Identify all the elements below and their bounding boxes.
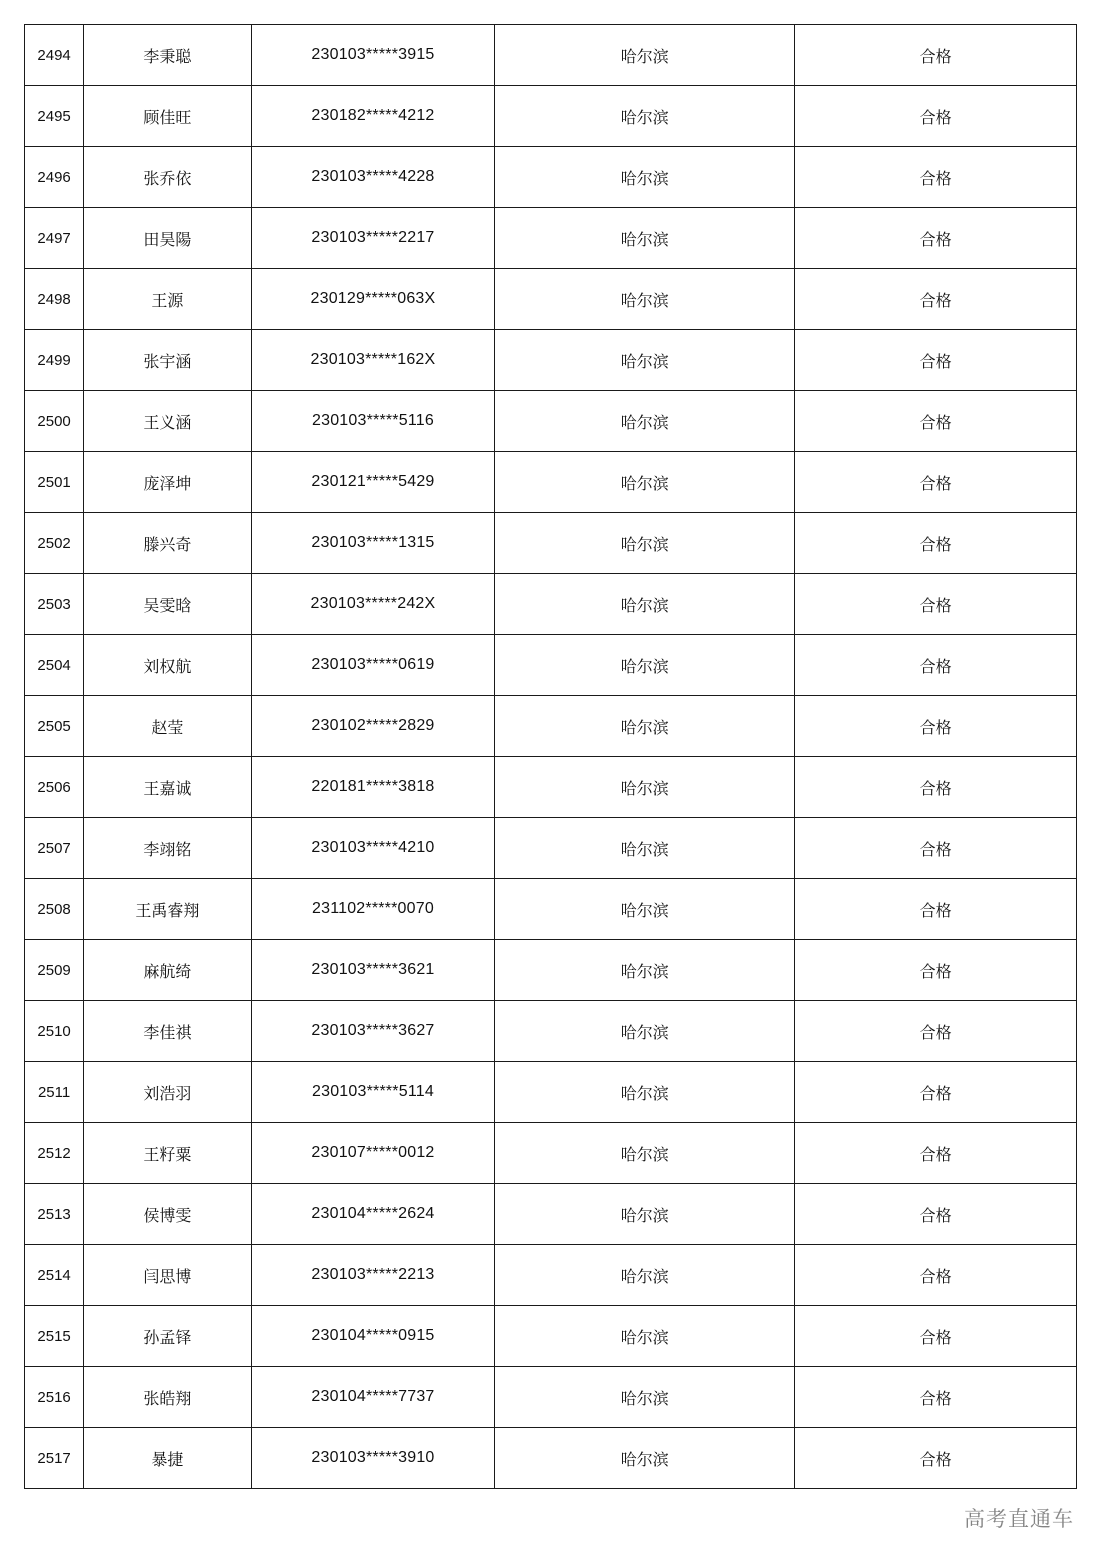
city: 哈尔滨 (495, 818, 795, 879)
id-number: 230103*****5114 (251, 1062, 495, 1123)
candidate-name: 闫思博 (84, 1245, 251, 1306)
table-row (25, 86, 1077, 147)
city: 哈尔滨 (495, 147, 795, 208)
id-number: 230103*****1315 (251, 513, 495, 574)
row-number: 2511 (25, 1062, 84, 1123)
row-number: 2517 (25, 1428, 84, 1489)
result: 合格 (795, 147, 1077, 208)
id-number: 230103*****0619 (251, 635, 495, 696)
table-row (25, 391, 1077, 452)
result: 合格 (795, 1123, 1077, 1184)
table-row (25, 879, 1077, 940)
row-number: 2509 (25, 940, 84, 1001)
result: 合格 (795, 452, 1077, 513)
city: 哈尔滨 (495, 513, 795, 574)
id-number: 230103*****3621 (251, 940, 495, 1001)
city: 哈尔滨 (495, 757, 795, 818)
city: 哈尔滨 (495, 1001, 795, 1062)
table-row (25, 1245, 1077, 1306)
city: 哈尔滨 (495, 452, 795, 513)
row-number: 2498 (25, 269, 84, 330)
id-number: 230103*****242X (251, 574, 495, 635)
id-number: 230103*****3627 (251, 1001, 495, 1062)
id-number: 230103*****4228 (251, 147, 495, 208)
candidate-name: 麻航绮 (84, 940, 251, 1001)
candidate-name: 田昊陽 (84, 208, 251, 269)
row-number: 2497 (25, 208, 84, 269)
result: 合格 (795, 574, 1077, 635)
table-row (25, 330, 1077, 391)
city: 哈尔滨 (495, 25, 795, 86)
city: 哈尔滨 (495, 1123, 795, 1184)
city: 哈尔滨 (495, 1062, 795, 1123)
row-number: 2499 (25, 330, 84, 391)
candidate-name: 刘权航 (84, 635, 251, 696)
row-number: 2513 (25, 1184, 84, 1245)
result: 合格 (795, 879, 1077, 940)
id-number: 220181*****3818 (251, 757, 495, 818)
id-number: 230103*****4210 (251, 818, 495, 879)
row-number: 2515 (25, 1306, 84, 1367)
city: 哈尔滨 (495, 635, 795, 696)
id-number: 230102*****2829 (251, 696, 495, 757)
table-row (25, 940, 1077, 1001)
row-number: 2512 (25, 1123, 84, 1184)
table-row (25, 757, 1077, 818)
table-row (25, 818, 1077, 879)
table-row (25, 1184, 1077, 1245)
id-number: 230103*****162X (251, 330, 495, 391)
table-row (25, 635, 1077, 696)
city: 哈尔滨 (495, 86, 795, 147)
result: 合格 (795, 1367, 1077, 1428)
row-number: 2501 (25, 452, 84, 513)
table-row (25, 1306, 1077, 1367)
row-number: 2504 (25, 635, 84, 696)
city: 哈尔滨 (495, 269, 795, 330)
table-row (25, 1123, 1077, 1184)
result: 合格 (795, 269, 1077, 330)
city: 哈尔滨 (495, 208, 795, 269)
row-number: 2508 (25, 879, 84, 940)
id-number: 230104*****7737 (251, 1367, 495, 1428)
row-number: 2503 (25, 574, 84, 635)
candidate-name: 张宇涵 (84, 330, 251, 391)
row-number: 2502 (25, 513, 84, 574)
id-number: 230107*****0012 (251, 1123, 495, 1184)
result: 合格 (795, 818, 1077, 879)
row-number: 2500 (25, 391, 84, 452)
city: 哈尔滨 (495, 1367, 795, 1428)
id-number: 230103*****2217 (251, 208, 495, 269)
id-number: 230104*****0915 (251, 1306, 495, 1367)
row-number: 2510 (25, 1001, 84, 1062)
city: 哈尔滨 (495, 696, 795, 757)
result: 合格 (795, 513, 1077, 574)
watermark-text: 高考直通车 (964, 1507, 1074, 1531)
candidate-name: 王禹睿翔 (84, 879, 251, 940)
result: 合格 (795, 1062, 1077, 1123)
city: 哈尔滨 (495, 940, 795, 1001)
city: 哈尔滨 (495, 391, 795, 452)
candidate-name: 王籽粟 (84, 1123, 251, 1184)
table-row (25, 1062, 1077, 1123)
city: 哈尔滨 (495, 1184, 795, 1245)
candidate-name: 庞泽坤 (84, 452, 251, 513)
id-number: 230103*****2213 (251, 1245, 495, 1306)
result: 合格 (795, 1428, 1077, 1489)
result: 合格 (795, 330, 1077, 391)
table-row (25, 25, 1077, 86)
row-number: 2506 (25, 757, 84, 818)
result: 合格 (795, 1184, 1077, 1245)
city: 哈尔滨 (495, 1428, 795, 1489)
candidate-name: 赵莹 (84, 696, 251, 757)
city: 哈尔滨 (495, 1245, 795, 1306)
row-number: 2495 (25, 86, 84, 147)
table-body (25, 25, 1077, 1489)
table-row (25, 513, 1077, 574)
candidate-name: 侯博雯 (84, 1184, 251, 1245)
row-number: 2516 (25, 1367, 84, 1428)
result: 合格 (795, 391, 1077, 452)
candidate-name: 李佳祺 (84, 1001, 251, 1062)
row-number: 2494 (25, 25, 84, 86)
table-row (25, 269, 1077, 330)
row-number: 2514 (25, 1245, 84, 1306)
candidate-name: 李秉聪 (84, 25, 251, 86)
result: 合格 (795, 757, 1077, 818)
table-row (25, 147, 1077, 208)
result: 合格 (795, 940, 1077, 1001)
results-table (24, 24, 1077, 1489)
candidate-name: 吴雯晗 (84, 574, 251, 635)
candidate-name: 孙孟铎 (84, 1306, 251, 1367)
id-number: 231102*****0070 (251, 879, 495, 940)
candidate-name: 顾佳旺 (84, 86, 251, 147)
id-number: 230121*****5429 (251, 452, 495, 513)
table-row (25, 208, 1077, 269)
id-number: 230103*****3915 (251, 25, 495, 86)
id-number: 230103*****5116 (251, 391, 495, 452)
result: 合格 (795, 1306, 1077, 1367)
result: 合格 (795, 208, 1077, 269)
id-number: 230129*****063X (251, 269, 495, 330)
table-row (25, 1428, 1077, 1489)
candidate-name: 王义涵 (84, 391, 251, 452)
result: 合格 (795, 25, 1077, 86)
candidate-name: 张皓翔 (84, 1367, 251, 1428)
result: 合格 (795, 696, 1077, 757)
candidate-name: 王源 (84, 269, 251, 330)
row-number: 2496 (25, 147, 84, 208)
id-number: 230104*****2624 (251, 1184, 495, 1245)
table-row (25, 1001, 1077, 1062)
result: 合格 (795, 1245, 1077, 1306)
table-row (25, 696, 1077, 757)
row-number: 2505 (25, 696, 84, 757)
result: 合格 (795, 1001, 1077, 1062)
candidate-name: 张乔依 (84, 147, 251, 208)
candidate-name: 李翊铭 (84, 818, 251, 879)
result: 合格 (795, 86, 1077, 147)
city: 哈尔滨 (495, 1306, 795, 1367)
candidate-name: 刘浩羽 (84, 1062, 251, 1123)
result: 合格 (795, 635, 1077, 696)
id-number: 230182*****4212 (251, 86, 495, 147)
city: 哈尔滨 (495, 879, 795, 940)
candidate-name: 滕兴奇 (84, 513, 251, 574)
row-number: 2507 (25, 818, 84, 879)
id-number: 230103*****3910 (251, 1428, 495, 1489)
table-row (25, 452, 1077, 513)
candidate-name: 暴捷 (84, 1428, 251, 1489)
city: 哈尔滨 (495, 574, 795, 635)
city: 哈尔滨 (495, 330, 795, 391)
candidate-name: 王嘉诚 (84, 757, 251, 818)
table-row (25, 1367, 1077, 1428)
table-row (25, 574, 1077, 635)
